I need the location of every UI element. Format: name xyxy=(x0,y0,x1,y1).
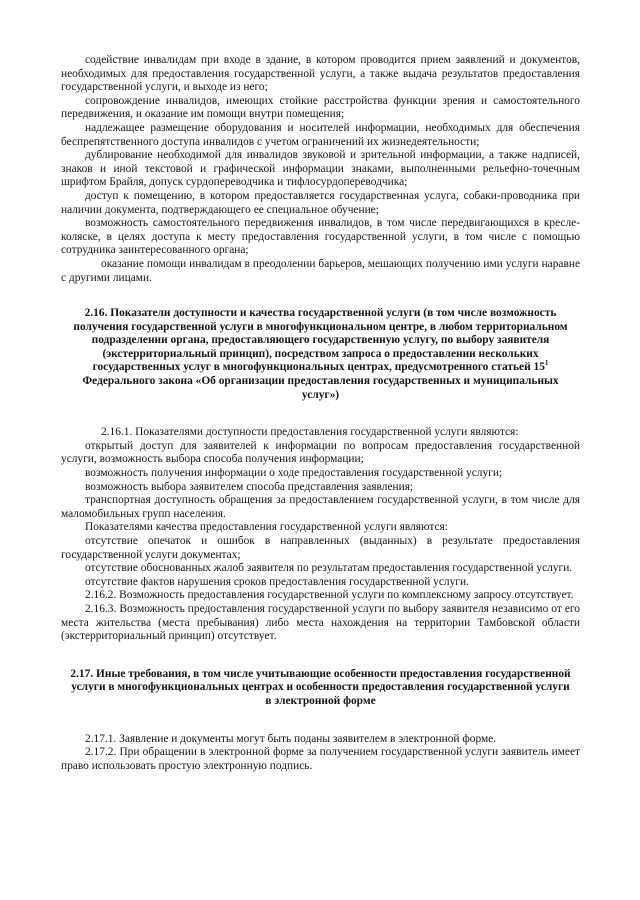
paragraph: сопровождение инвалидов, имеющих стойкие расстройства функции зрения и самостоятельного передвижения, и оказание им помощи внутри помещения; xyxy=(61,94,580,121)
paragraph: отсутствие опечаток и ошибок в направленных (выданных) в результате предоставления государственной услуги документах; xyxy=(61,535,580,561)
paragraph: 2.16.2. Возможность предоставления государственной услуги по комплексному запросу отсутствует. xyxy=(85,589,574,602)
paragraph: 2.17.2. При обращении в электронной форме за получением государственной услуги заявитель имеет право использовать простую электронную подпись. xyxy=(61,746,580,772)
heading-text: Федерального закона «Об организации предоставления государственных и муниципальных услуг») xyxy=(82,375,559,401)
paragraph: оказание помощи инвалидам в преодолении барьеров, мешающих получению ими услуги наравне с другими лицами. xyxy=(61,257,580,284)
heading-text: 2.16. Показатели доступности и качества государственной услуги (в том числе возможность получения государственной услуги в многофункциональном центре, в любом территориальном подразделении органа, предоставляющего государственную услугу, по выбору заявителя (экстерриториальный принцип), посредством запроса о предоставлении нескольких государственных услуг в многофункциональных центрах, предусмотренного статьей 15 xyxy=(73,307,568,374)
paragraph: 2.17.1. Заявление и документы могут быть поданы заявителем в электронной форме. xyxy=(85,732,497,745)
paragraph: отсутствие фактов нарушения сроков предоставления государственной услуги. xyxy=(85,575,469,588)
paragraph: возможность самостоятельного передвижения инвалидов, в том числе передвигающихся в кресле-коляске, в целях доступа к месту предоставления государственной услуги, в том числе с помощью сотрудника заинтересованного органа; xyxy=(61,217,580,257)
section-accessibility-measures xyxy=(61,54,580,285)
paragraph: надлежащее размещение оборудования и носителей информации, необходимых для обеспечения беспрепятственного доступа инвалидов с учетом ограничений их жизнедеятельности; xyxy=(61,121,580,148)
paragraph: возможность выбора заявителем способа представления заявления; xyxy=(85,480,414,493)
section-2-16-body xyxy=(61,426,580,644)
paragraph: транспортная доступность обращения за предоставлением государственной услуги, в том числе для маломобильных групп населения. xyxy=(61,494,580,520)
paragraph: открытый доступ для заявителей к информации по вопросам предоставления государственной услуги, возможность выбора способа получения информации; xyxy=(61,439,580,466)
section-2-17-body xyxy=(61,733,580,774)
paragraph: дублирование необходимой для инвалидов звуковой и зрительной информации, а также надписей, знаков и иной текстовой и графической информации знаками, выполненными рельефно-точечным шрифтом Брайля, допуск сурдопереводчика и тифлосурдопереводчика; xyxy=(61,149,580,189)
paragraph: отсутствие обоснованных жалоб заявителя по результатам предоставления государственной услуги. xyxy=(85,562,573,575)
section-heading-2-17: 2.17. Иные требования, в том числе учитывающие особенности предоставления государственной услуги в многофункциональных центрах и особенности предоставления государственной услуги в электронной форме xyxy=(70,667,571,707)
paragraph: 2.16.1. Показателями доступности предоставления государственной услуги являются: xyxy=(101,426,519,439)
paragraph: 2.16.3. Возможность предоставления государственной услуги по выбору заявителя независимо от его места жительства (места пребывания) либо места нахождения на территории Тамбовской области (экстерриториальный принцип) отсутствует. xyxy=(61,602,580,643)
paragraph: содействие инвалидам при входе в здание, в котором проводится прием заявлений и документов, необходимых для предоставления государственной услуги, а также выдача результатов предоставления государственной услуги, и выходе из него; xyxy=(61,54,580,94)
superscript: 1 xyxy=(544,359,549,368)
paragraph: возможность получения информации о ходе предоставления государственной услуги; xyxy=(85,467,503,480)
section-heading-2-16 xyxy=(61,307,580,402)
paragraph: Показателями качества предоставления государственной услуги являются: xyxy=(85,521,448,534)
paragraph: доступ к помещению, в котором предоставляется государственная услуга, собаки-проводника при наличии документа, подтверждающего ее специальное обучение; xyxy=(61,189,580,216)
